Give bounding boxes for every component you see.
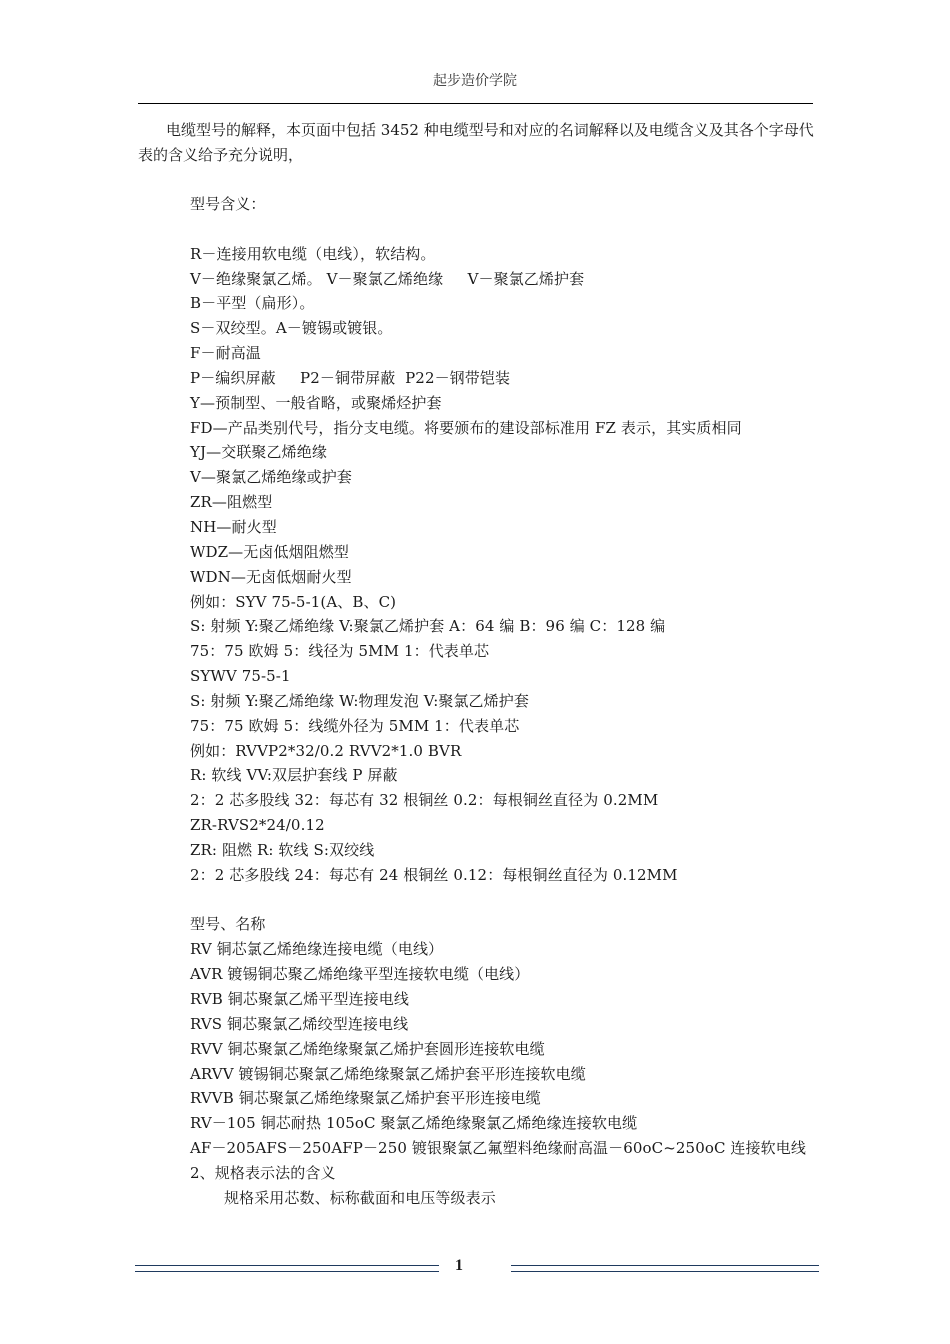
page-number: 1 bbox=[455, 1257, 463, 1274]
text-line: S: 射频 Y:聚乙烯绝缘 W:物理发泡 V:聚氯乙烯护套 bbox=[190, 691, 529, 710]
text-line-indented: 规格采用芯数、标称截面和电压等级表示 bbox=[224, 1188, 496, 1207]
text-line: 2：2 芯多股线 24：每芯有 24 根铜丝 0.12：每根铜丝直径为 0.12MM bbox=[190, 865, 678, 884]
text-line: ZR-RVS2*24/0.12 bbox=[190, 816, 325, 835]
text-line: Y—预制型、一般省略，或聚烯烃护套 bbox=[190, 393, 442, 412]
text-line: RVB 铜芯聚氯乙烯平型连接电线 bbox=[190, 990, 409, 1008]
text-line: S: 射频 Y:聚乙烯绝缘 V:聚氯乙烯护套 A：64 编 B：96 编 C：128 编 bbox=[190, 617, 666, 636]
text-line: WDN—无卤低烟耐火型 bbox=[190, 567, 352, 586]
text-line: ARVV 镀锡铜芯聚氯乙烯绝缘聚氯乙烯护套平形连接软电缆 bbox=[190, 1064, 586, 1083]
header-divider bbox=[138, 103, 813, 104]
text-line: RVVB 铜芯聚氯乙烯绝缘聚氯乙烯护套平形连接电缆 bbox=[190, 1089, 541, 1108]
text-line: YJ—交联聚乙烯绝缘 bbox=[190, 443, 327, 462]
text-line: S－双绞型。A－镀锡或镀银。 bbox=[190, 319, 393, 338]
text-line: WDZ—无卤低烟阻燃型 bbox=[190, 542, 349, 561]
text-line: AF－205AFS－250AFP－250 镀银聚氯乙氟塑料绝缘耐高温－60oC~250oC 连接软电线 bbox=[190, 1139, 806, 1158]
text-line: RVS 铜芯聚氯乙烯绞型连接电线 bbox=[190, 1014, 409, 1033]
text-line: RVV 铜芯聚氯乙烯绝缘聚氯乙烯护套圆形连接软电缆 bbox=[190, 1039, 545, 1058]
text-line: RV 铜芯氯乙烯绝缘连接电缆（电线） bbox=[190, 940, 444, 959]
text-line: F－耐高温 bbox=[190, 344, 261, 363]
page-header-title: 起步造价学院 bbox=[433, 73, 517, 89]
text-line: 2、规格表示法的含义 bbox=[190, 1163, 336, 1182]
text-line: V—聚氯乙烯绝缘或护套 bbox=[190, 468, 352, 487]
text-line: 例如：SYV 75-5-1(A、B、C) bbox=[190, 592, 397, 611]
text-line: 75：75 欧姆 5：线缆外径为 5MM 1：代表单芯 bbox=[190, 716, 520, 735]
text-line: V－绝缘聚氯乙烯。 V－聚氯乙烯绝缘 V－聚氯乙烯护套 bbox=[190, 269, 585, 288]
text-line: ZR—阻燃型 bbox=[190, 493, 273, 512]
footer-rule-left-top bbox=[135, 1265, 439, 1266]
text-line: 例如：RVVP2*32/0.2 RVV2*1.0 BVR bbox=[190, 741, 462, 760]
text-line: R: 软线 VV:双层护套线 P 屏蔽 bbox=[190, 766, 398, 785]
text-line bbox=[190, 217, 830, 242]
text-line: 型号、名称 bbox=[190, 915, 266, 934]
text-line: FD—产品类别代号，指分支电缆。将要颁布的建设部标准用 FZ 表示，其实质相同 bbox=[190, 418, 742, 437]
text-line: AVR 镀锡铜芯聚乙烯绝缘平型连接软电缆（电线） bbox=[190, 965, 530, 984]
text-line: NH—耐火型 bbox=[190, 517, 277, 536]
footer-rule-right-bottom bbox=[511, 1271, 819, 1272]
text-line: 2：2 芯多股线 32：每芯有 32 根铜丝 0.2：每根铜丝直径为 0.2MM bbox=[190, 791, 659, 810]
intro-paragraph: 电缆型号的解释，本页面中包括 3452 种电缆型号和对应的名词解释以及电缆含义及其各个字母代表的含义给予充分说明， bbox=[138, 121, 814, 164]
text-line: P－编织屏蔽 P2－铜带屏蔽 P22－钢带铠装 bbox=[190, 368, 511, 387]
body-lines bbox=[190, 192, 830, 1211]
text-line: ZR: 阻燃 R: 软线 S:双绞线 bbox=[190, 840, 375, 859]
text-line: 75：75 欧姆 5：线径为 5MM 1：代表单芯 bbox=[190, 642, 490, 661]
text-line: R－连接用软电缆（电线），软结构。 bbox=[190, 244, 436, 263]
text-line: 型号含义： bbox=[190, 195, 266, 213]
footer-rule-right-top bbox=[511, 1265, 819, 1266]
footer-rule-left-bottom bbox=[135, 1271, 439, 1272]
text-line: RV－105 铜芯耐热 105oC 聚氯乙烯绝缘聚氯乙烯绝缘连接软电缆 bbox=[190, 1114, 638, 1133]
text-line: SYWV 75-5-1 bbox=[190, 667, 291, 686]
text-line bbox=[190, 888, 830, 913]
text-line: B－平型（扁形）。 bbox=[190, 294, 315, 313]
